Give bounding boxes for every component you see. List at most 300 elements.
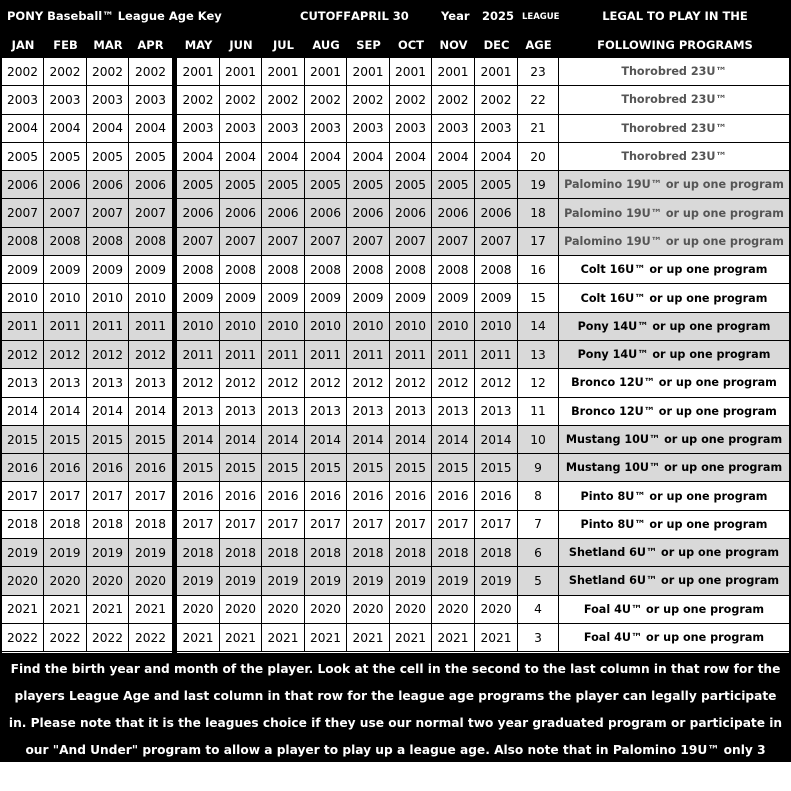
- birth-year-cell: 2012: [87, 341, 129, 368]
- league-age-cell: 9: [518, 454, 559, 481]
- birth-year-cell: 2014: [262, 426, 305, 453]
- birth-year-cell: 2001: [305, 58, 347, 85]
- birth-year-cell: 2012: [347, 369, 390, 396]
- birth-year-cell: 2021: [44, 596, 87, 623]
- birth-year-cell: 2001: [262, 58, 305, 85]
- column-header-feb: FEB: [53, 38, 78, 52]
- birth-year-cell: 2009: [2, 256, 44, 283]
- birth-year-cell: 2019: [87, 539, 129, 566]
- birth-year-cell: 2008: [475, 256, 518, 283]
- birth-year-cell: 2005: [305, 171, 347, 198]
- birth-year-cell: 2010: [134, 291, 167, 306]
- league-age-cell: 13: [518, 341, 559, 368]
- birth-year-cell: 2005: [2, 143, 44, 170]
- birth-year-cell: 2017: [87, 482, 129, 509]
- birth-year-cell: 2021: [305, 624, 347, 651]
- birth-year-cell: 2006: [432, 199, 475, 226]
- birth-year-cell: 2015: [432, 454, 475, 481]
- birth-year-cell: 2003: [220, 115, 262, 142]
- birth-year-cell: 2008: [347, 256, 390, 283]
- birth-year-cell: 2014: [134, 404, 167, 419]
- birth-year-cell: 2012: [134, 347, 167, 362]
- birth-year-cell: 2002: [44, 58, 87, 85]
- program-cell: Shetland 6U™ or up one program: [568, 574, 780, 588]
- birth-year-cell: 2009: [44, 256, 87, 283]
- birth-year-cell: 2008: [134, 234, 167, 249]
- header-row-top: [0, 0, 791, 30]
- league-age-cell: 8: [518, 482, 559, 509]
- birth-year-cell: 2018: [220, 539, 262, 566]
- birth-year-cell: 2022: [44, 624, 87, 651]
- birth-year-cell: 2005: [44, 143, 87, 170]
- birth-year-cell: 2005: [475, 171, 518, 198]
- birth-year-cell: 2012: [220, 369, 262, 396]
- birth-year-cell: 2004: [44, 115, 87, 142]
- birth-year-cell: 2006: [87, 171, 129, 198]
- birth-year-cell: 2001: [475, 58, 518, 85]
- league-age-cell: 6: [518, 539, 559, 566]
- table-row: [0, 482, 791, 510]
- birth-year-cell: 2013: [347, 398, 390, 425]
- program-cell: Palomino 19U™ or up one program: [564, 178, 784, 192]
- birth-year-cell: 2004: [432, 143, 475, 170]
- birth-year-cell: 2015: [44, 426, 87, 453]
- birth-year-cell: 2007: [347, 228, 390, 255]
- birth-year-cell: 2015: [262, 454, 305, 481]
- birth-year-cell: 2007: [220, 228, 262, 255]
- birth-year-cell: 2012: [390, 369, 432, 396]
- birth-year-cell: 2005: [134, 149, 167, 164]
- column-header-mar: MAR: [93, 38, 123, 52]
- apr-may-divider: [172, 58, 177, 653]
- birth-year-cell: 2020: [390, 596, 432, 623]
- table-row: [0, 539, 791, 567]
- birth-year-cell: 2005: [262, 171, 305, 198]
- table-row: [0, 86, 791, 114]
- birth-year-cell: 2019: [475, 567, 518, 594]
- birth-year-cell: 2006: [2, 171, 44, 198]
- birth-year-cell: 2018: [177, 539, 220, 566]
- birth-year-cell: 2019: [44, 539, 87, 566]
- birth-year-cell: 2007: [475, 228, 518, 255]
- table-row: [0, 567, 791, 595]
- birth-year-cell: 2003: [347, 115, 390, 142]
- birth-year-cell: 2005: [87, 143, 129, 170]
- birth-year-cell: 2004: [2, 115, 44, 142]
- birth-year-cell: 2008: [87, 228, 129, 255]
- birth-year-cell: 2017: [475, 511, 518, 538]
- year-value: 2025: [482, 9, 515, 23]
- birth-year-cell: 2004: [87, 115, 129, 142]
- program-cell: Colt 16U™ or up one program: [580, 263, 768, 277]
- birth-year-cell: 2014: [347, 426, 390, 453]
- table-row: [0, 199, 791, 227]
- program-cell: Pinto 8U™ or up one program: [580, 489, 768, 503]
- birth-year-cell: 2006: [390, 199, 432, 226]
- birth-year-cell: 2015: [87, 426, 129, 453]
- birth-year-cell: 2012: [44, 341, 87, 368]
- league-age-cell: 5: [518, 567, 559, 594]
- league-age-cell: 23: [518, 58, 559, 85]
- birth-year-cell: 2013: [305, 398, 347, 425]
- birth-year-cell: 2007: [262, 228, 305, 255]
- birth-year-cell: 2010: [432, 313, 475, 340]
- birth-year-cell: 2002: [347, 86, 390, 113]
- birth-year-cell: 2003: [134, 92, 167, 107]
- birth-year-cell: 2007: [305, 228, 347, 255]
- birth-year-cell: 2016: [432, 482, 475, 509]
- league-age-cell: 12: [518, 369, 559, 396]
- birth-year-cell: 2016: [390, 482, 432, 509]
- table-row: [0, 115, 791, 143]
- birth-year-cell: 2010: [390, 313, 432, 340]
- birth-year-cell: 2003: [262, 115, 305, 142]
- birth-year-cell: 2003: [2, 86, 44, 113]
- birth-year-cell: 2001: [220, 58, 262, 85]
- table-row: [0, 511, 791, 539]
- birth-year-cell: 2015: [390, 454, 432, 481]
- birth-year-cell: 2007: [390, 228, 432, 255]
- program-cell: Pony 14U™ or up one program: [577, 319, 771, 333]
- cutoff-label: CUTOFF: [300, 9, 352, 23]
- birth-year-cell: 2005: [177, 171, 220, 198]
- birth-year-cell: 2010: [475, 313, 518, 340]
- birth-year-cell: 2017: [390, 511, 432, 538]
- table-row: [0, 58, 791, 86]
- birth-year-cell: 2009: [262, 284, 305, 311]
- birth-year-cell: 2011: [44, 313, 87, 340]
- birth-year-cell: 2011: [475, 341, 518, 368]
- birth-year-cell: 2020: [347, 596, 390, 623]
- birth-year-cell: 2022: [2, 624, 44, 651]
- birth-year-cell: 2002: [390, 86, 432, 113]
- birth-year-cell: 2011: [134, 319, 167, 334]
- birth-year-cell: 2018: [262, 539, 305, 566]
- birth-year-cell: 2013: [432, 398, 475, 425]
- sheet-title: PONY Baseball™ League Age Key: [7, 9, 222, 23]
- birth-year-cell: 2015: [305, 454, 347, 481]
- program-cell: Mustang 10U™ or up one program: [565, 461, 783, 475]
- birth-year-cell: 2021: [87, 596, 129, 623]
- table-row: [0, 369, 791, 397]
- league-age-cell: 21: [518, 115, 559, 142]
- birth-year-cell: 2006: [305, 199, 347, 226]
- birth-year-cell: 2014: [390, 426, 432, 453]
- birth-year-cell: 2003: [432, 115, 475, 142]
- birth-year-cell: 2019: [2, 539, 44, 566]
- birth-year-cell: 2006: [220, 199, 262, 226]
- birth-year-cell: 2022: [134, 630, 167, 645]
- column-header-sep: SEP: [356, 38, 381, 52]
- birth-year-cell: 2006: [177, 199, 220, 226]
- birth-year-cell: 2007: [432, 228, 475, 255]
- birth-year-cell: 2020: [134, 573, 167, 588]
- birth-year-cell: 2002: [177, 86, 220, 113]
- birth-year-cell: 2009: [390, 284, 432, 311]
- instructions-footer: Find the birth year and month of the player. Look at the cell in the second to the last column in that row for the players League Age and last column in that row for the league age programs the player can legally participate in. Please note that it is the leagues choice if they use our normal two year graduated program or participate in our "And Under" program to allow a player to play up a league age. Also note that in Palomino 19U™ only 3 players of league age 19 are allowed.: [0, 653, 791, 762]
- birth-year-cell: 2021: [347, 624, 390, 651]
- birth-year-cell: 2006: [347, 199, 390, 226]
- column-header-age: AGE: [525, 38, 552, 52]
- birth-year-cell: 2013: [44, 369, 87, 396]
- birth-year-cell: 2009: [305, 284, 347, 311]
- birth-year-cell: 2020: [432, 596, 475, 623]
- birth-year-cell: 2004: [475, 143, 518, 170]
- table-row: [0, 624, 791, 652]
- birth-year-cell: 2018: [347, 539, 390, 566]
- birth-year-cell: 2015: [347, 454, 390, 481]
- birth-year-cell: 2016: [87, 454, 129, 481]
- birth-year-cell: 2010: [220, 313, 262, 340]
- birth-year-cell: 2020: [87, 567, 129, 594]
- birth-year-cell: 2009: [87, 256, 129, 283]
- birth-year-cell: 2002: [305, 86, 347, 113]
- birth-year-cell: 2019: [305, 567, 347, 594]
- birth-year-cell: 2018: [305, 539, 347, 566]
- birth-year-cell: 2019: [134, 545, 167, 560]
- birth-year-cell: 2013: [87, 369, 129, 396]
- birth-year-cell: 2014: [305, 426, 347, 453]
- birth-year-cell: 2011: [262, 341, 305, 368]
- league-age-cell: 4: [518, 596, 559, 623]
- birth-year-cell: 2019: [347, 567, 390, 594]
- program-cell: Shetland 6U™ or up one program: [568, 546, 780, 560]
- column-header-jun: JUN: [229, 38, 253, 52]
- birth-year-cell: 2003: [177, 115, 220, 142]
- program-cell: Foal 4U™ or up one program: [583, 602, 765, 616]
- birth-year-cell: 2003: [87, 86, 129, 113]
- birth-year-cell: 2011: [432, 341, 475, 368]
- program-cell: Foal 4U™ or up one program: [583, 631, 765, 645]
- birth-year-cell: 2016: [2, 454, 44, 481]
- birth-year-cell: 2020: [2, 567, 44, 594]
- birth-year-cell: 2021: [134, 602, 167, 617]
- birth-year-cell: 2017: [2, 482, 44, 509]
- league-age-cell: 11: [518, 398, 559, 425]
- league-label: LEAGUE: [522, 12, 560, 22]
- birth-year-cell: 2018: [134, 517, 167, 532]
- birth-year-cell: 2011: [2, 313, 44, 340]
- table-row: [0, 313, 791, 341]
- birth-year-cell: 2013: [475, 398, 518, 425]
- birth-year-cell: 2005: [347, 171, 390, 198]
- birth-year-cell: 2009: [347, 284, 390, 311]
- birth-year-cell: 2014: [87, 398, 129, 425]
- birth-year-cell: 2005: [220, 171, 262, 198]
- program-cell: Thorobred 23U™: [621, 65, 727, 79]
- program-cell: Bronco 12U™ or up one program: [571, 376, 777, 390]
- birth-year-cell: 2008: [177, 256, 220, 283]
- league-age-cell: 20: [518, 143, 559, 170]
- birth-year-cell: 2003: [305, 115, 347, 142]
- birth-year-cell: 2007: [2, 199, 44, 226]
- birth-year-cell: 2014: [220, 426, 262, 453]
- birth-year-cell: 2008: [44, 228, 87, 255]
- league-age-cell: 10: [518, 426, 559, 453]
- birth-year-cell: 2020: [262, 596, 305, 623]
- birth-year-cell: 2004: [220, 143, 262, 170]
- birth-year-cell: 2016: [134, 460, 167, 475]
- program-cell: Bronco 12U™ or up one program: [571, 404, 777, 418]
- league-age-cell: 18: [518, 199, 559, 226]
- league-age-cell: 3: [518, 624, 559, 651]
- birth-year-cell: 2015: [2, 426, 44, 453]
- birth-year-cell: 2014: [177, 426, 220, 453]
- table-row: [0, 171, 791, 199]
- birth-year-cell: 2011: [305, 341, 347, 368]
- birth-year-cell: 2003: [475, 115, 518, 142]
- birth-year-cell: 2012: [432, 369, 475, 396]
- birth-year-cell: 2021: [390, 624, 432, 651]
- column-header-jan: JAN: [11, 38, 35, 52]
- program-cell: Thorobred 23U™: [621, 121, 727, 135]
- column-header-may: MAY: [184, 38, 213, 52]
- birth-year-cell: 2016: [347, 482, 390, 509]
- league-age-cell: 16: [518, 256, 559, 283]
- league-age-cell: 19: [518, 171, 559, 198]
- column-header-oct: OCT: [397, 38, 425, 52]
- birth-year-cell: 2002: [87, 58, 129, 85]
- birth-year-cell: 2009: [220, 284, 262, 311]
- birth-year-cell: 2008: [2, 228, 44, 255]
- column-header-apr: APR: [137, 38, 164, 52]
- birth-year-cell: 2013: [2, 369, 44, 396]
- table-row: [0, 596, 791, 624]
- program-cell: Thorobred 23U™: [621, 150, 727, 164]
- program-cell: Colt 16U™ or up one program: [580, 291, 768, 305]
- birth-year-cell: 2016: [177, 482, 220, 509]
- birth-year-cell: 2017: [347, 511, 390, 538]
- birth-year-cell: 2022: [87, 624, 129, 651]
- birth-year-cell: 2018: [87, 511, 129, 538]
- birth-year-cell: 2020: [220, 596, 262, 623]
- birth-year-cell: 2008: [390, 256, 432, 283]
- birth-year-cell: 2014: [44, 398, 87, 425]
- birth-year-cell: 2019: [177, 567, 220, 594]
- column-header-jul: JUL: [273, 38, 294, 52]
- birth-year-cell: 2016: [475, 482, 518, 509]
- birth-year-cell: 2018: [44, 511, 87, 538]
- birth-year-cell: 2002: [220, 86, 262, 113]
- program-cell: Palomino 19U™ or up one program: [564, 206, 784, 220]
- birth-year-cell: 2016: [262, 482, 305, 509]
- legal-header-line1: LEGAL TO PLAY IN THE: [602, 9, 748, 23]
- birth-year-cell: 2014: [475, 426, 518, 453]
- program-cell: Pinto 8U™ or up one program: [580, 517, 768, 531]
- birth-year-cell: 2018: [390, 539, 432, 566]
- birth-year-cell: 2011: [390, 341, 432, 368]
- birth-year-cell: 2001: [177, 58, 220, 85]
- birth-year-cell: 2018: [475, 539, 518, 566]
- birth-year-cell: 2010: [347, 313, 390, 340]
- birth-year-cell: 2010: [2, 284, 44, 311]
- birth-year-cell: 2006: [134, 177, 167, 192]
- birth-year-cell: 2017: [262, 511, 305, 538]
- program-cell: Mustang 10U™ or up one program: [565, 433, 783, 446]
- birth-year-cell: 2008: [432, 256, 475, 283]
- league-age-cell: 15: [518, 284, 559, 311]
- table-row: [0, 341, 791, 369]
- column-header-nov: NOV: [439, 38, 468, 52]
- birth-year-cell: 2012: [305, 369, 347, 396]
- birth-year-cell: 2002: [475, 86, 518, 113]
- birth-year-cell: 2005: [390, 171, 432, 198]
- birth-year-cell: 2019: [262, 567, 305, 594]
- birth-year-cell: 2013: [220, 398, 262, 425]
- birth-year-cell: 2001: [390, 58, 432, 85]
- birth-year-cell: 2021: [262, 624, 305, 651]
- birth-year-cell: 2002: [2, 58, 44, 85]
- birth-year-cell: 2016: [220, 482, 262, 509]
- birth-year-cell: 2011: [87, 313, 129, 340]
- birth-year-cell: 2006: [44, 171, 87, 198]
- birth-year-cell: 2008: [220, 256, 262, 283]
- birth-year-cell: 2013: [134, 375, 167, 390]
- column-header-dec: DEC: [483, 38, 510, 52]
- table-row: [0, 143, 791, 171]
- birth-year-cell: 2012: [475, 369, 518, 396]
- birth-year-cell: 2004: [262, 143, 305, 170]
- birth-year-cell: 2014: [2, 398, 44, 425]
- birth-year-cell: 2003: [390, 115, 432, 142]
- birth-year-cell: 2021: [432, 624, 475, 651]
- birth-year-cell: 2009: [134, 262, 167, 277]
- birth-year-cell: 2019: [432, 567, 475, 594]
- birth-year-cell: 2007: [44, 199, 87, 226]
- birth-year-cell: 2012: [177, 369, 220, 396]
- birth-year-cell: 2010: [177, 313, 220, 340]
- birth-year-cell: 2019: [220, 567, 262, 594]
- birth-year-cell: 2019: [390, 567, 432, 594]
- birth-year-cell: 2015: [475, 454, 518, 481]
- birth-year-cell: 2006: [262, 199, 305, 226]
- birth-year-cell: 2017: [432, 511, 475, 538]
- birth-year-cell: 2017: [220, 511, 262, 538]
- table-row: [0, 228, 791, 256]
- age-table: [0, 58, 791, 652]
- birth-year-cell: 2020: [44, 567, 87, 594]
- birth-year-cell: 2015: [177, 454, 220, 481]
- birth-year-cell: 2001: [432, 58, 475, 85]
- birth-year-cell: 2012: [262, 369, 305, 396]
- birth-year-cell: 2015: [134, 432, 167, 447]
- league-age-cell: 7: [518, 511, 559, 538]
- birth-year-cell: 2002: [134, 64, 167, 79]
- birth-year-cell: 2011: [177, 341, 220, 368]
- birth-year-cell: 2004: [347, 143, 390, 170]
- table-row: [0, 284, 791, 312]
- birth-year-cell: 2004: [390, 143, 432, 170]
- birth-year-cell: 2018: [432, 539, 475, 566]
- year-label: Year: [441, 9, 470, 23]
- league-age-cell: 14: [518, 313, 559, 340]
- birth-year-cell: 2015: [220, 454, 262, 481]
- table-row: [0, 426, 791, 454]
- league-age-cell: 22: [518, 86, 559, 113]
- league-age-cell: 17: [518, 228, 559, 255]
- table-row: [0, 454, 791, 482]
- birth-year-cell: 2020: [177, 596, 220, 623]
- birth-year-cell: 2009: [432, 284, 475, 311]
- table-left-border: [0, 58, 2, 653]
- birth-year-cell: 2013: [262, 398, 305, 425]
- birth-year-cell: 2017: [134, 489, 167, 504]
- birth-year-cell: 2016: [305, 482, 347, 509]
- birth-year-cell: 2004: [134, 121, 167, 136]
- birth-year-cell: 2018: [2, 511, 44, 538]
- birth-year-cell: 2002: [432, 86, 475, 113]
- birth-year-cell: 2012: [2, 341, 44, 368]
